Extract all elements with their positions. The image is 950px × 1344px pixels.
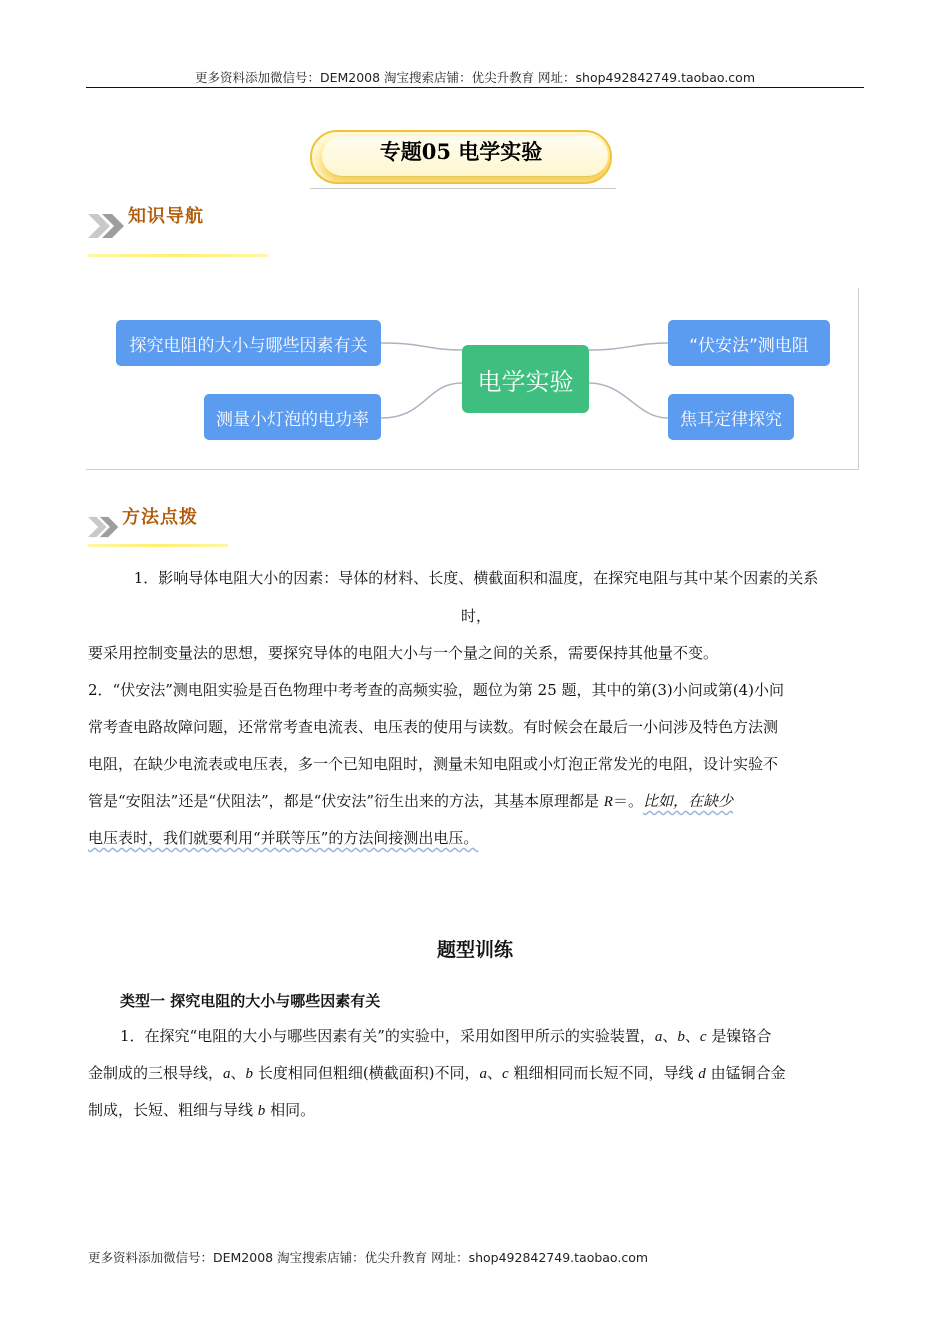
q1-text: 由锰铜合金	[710, 1064, 786, 1082]
method-p2-example: 比如，在缺少	[642, 794, 733, 810]
symbol-R: R	[603, 794, 613, 810]
method-p2-line4	[88, 783, 733, 821]
q1-text: 相同。	[270, 1101, 316, 1119]
mindmap-node-center: 电学实验	[462, 345, 589, 413]
method-p1-line1: 1．影响导体电阻大小的因素：导体的材料、长度、横截面积和温度，在探究电阻与其中某个因素的关系	[133, 569, 819, 587]
wire-a: a	[479, 1066, 488, 1082]
method-p2-equals: ＝。	[612, 792, 643, 810]
question1-line2	[88, 1055, 786, 1093]
double-chevron-icon	[88, 212, 126, 240]
method-p1-line2: 时，	[460, 607, 491, 625]
question1-line1	[120, 1018, 771, 1056]
q1-text: 长度相同但粗细(横截面积)不同，	[257, 1064, 480, 1082]
q1-text: 1．在探究“电阻的大小与哪些因素有关”的实验中，采用如图甲所示的实验装置，	[120, 1027, 655, 1045]
section-title-method-tips: 方法点拨	[122, 507, 198, 528]
section-head-method-tips	[88, 503, 248, 559]
mindmap-node-bulb-power: 测量小灯泡的电功率	[204, 394, 381, 440]
q1-text: 是镍铬合	[711, 1027, 772, 1045]
page-title: 专题05 电学实验	[379, 139, 543, 164]
mindmap-node-joule-law: 焦耳定律探究	[668, 394, 794, 440]
section-underline	[88, 254, 268, 257]
banner-underline	[310, 188, 616, 189]
wire-a: a	[654, 1029, 663, 1045]
sep: 、	[662, 1027, 678, 1045]
method-p2-line3: 电阻，在缺少电流表或电压表，多一个已知电阻时，测量未知电阻或小灯泡正常发光的电阻，设计实验不	[88, 755, 779, 773]
method-p2-line4-text: 管是“安阻法”还是“伏阻法”，都是“伏安法”衍生出来的方法，其基本原理都是	[88, 792, 604, 810]
type1-title: 类型一 探究电阻的大小与哪些因素有关	[120, 992, 381, 1010]
q1-text: 制成，长短、粗细与导线	[88, 1101, 254, 1119]
mindmap-node-resistance-factors: 探究电阻的大小与哪些因素有关	[116, 320, 381, 366]
method-p2-line2: 常考查电路故障问题，还常常考查电流表、电压表的使用与读数。有时候会在最后一小问涉及特色方法测	[88, 718, 779, 736]
q1-text: 粗细相同而长短不同，导线	[513, 1064, 694, 1082]
section-underline	[88, 544, 228, 547]
section-head-knowledge-nav	[88, 200, 278, 256]
sep: 、	[487, 1064, 503, 1082]
question1-line3	[88, 1092, 315, 1130]
wire-a: a	[223, 1066, 231, 1082]
wire-c: c	[699, 1029, 707, 1045]
method-p2-line1: 2．“伏安法”测电阻实验是百色物理中考考查的高频实验，题位为第 25 题，其中的第(3)小问或第(4)小问	[88, 681, 785, 699]
sep: 、	[684, 1027, 700, 1045]
wire-c: c	[502, 1066, 509, 1082]
header-rule	[86, 87, 864, 88]
practice-title: 题型训练	[436, 939, 513, 961]
double-chevron-icon	[88, 515, 120, 539]
title-banner	[310, 126, 618, 192]
mindmap	[86, 288, 859, 470]
wire-b: b	[245, 1066, 254, 1082]
page-header: 更多资料添加微信号：DEM2008 淘宝搜索店铺：优尖升教育 网址：shop492842749.taobao.com	[194, 70, 756, 85]
q1-text: 金制成的三根导线，	[88, 1064, 224, 1082]
wire-b: b	[677, 1029, 685, 1045]
method-p2-line5: 电压表时，我们就要利用“并联等压”的方法间接测出电压。	[88, 829, 479, 847]
page-footer: 更多资料添加微信号：DEM2008 淘宝搜索店铺：优尖升教育 网址：shop492842749.taobao.com	[88, 1250, 649, 1265]
section-title-knowledge-nav: 知识导航	[128, 206, 204, 227]
wire-d: d	[698, 1066, 706, 1082]
wire-b: b	[257, 1103, 266, 1119]
mindmap-node-voltammetry: “伏安法”测电阻	[668, 320, 830, 366]
method-p1-line3: 要采用控制变量法的思想，要探究导体的电阻大小与一个量之间的关系，需要保持其他量不变。	[88, 644, 719, 662]
sep: 、	[230, 1064, 246, 1082]
